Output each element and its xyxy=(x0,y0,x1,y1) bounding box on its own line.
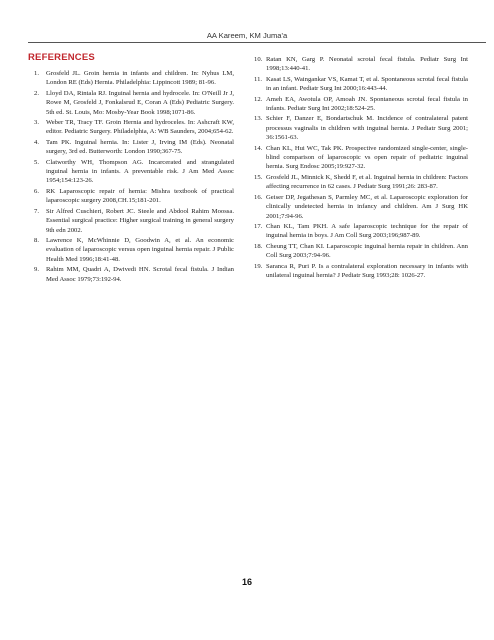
reference-text: Tam PK. Inguinal hernia. In: Lister J, Irving IM (Eds). Neonatal surgery, 3rd ed. Butterworth: London 1990;367-75. xyxy=(46,138,234,156)
reference-item xyxy=(254,144,468,172)
reference-text: Saranca R, Puri P. Is a contralateral exploration necessary in infants with unilateral inguinal hernia? J Pediatr Surg 1993;28: 1026-27. xyxy=(266,262,468,279)
reference-text: Grosfeld JL, Minnick K, Shedd F, et al. Inguinal hernia in children: Factors affecting recurrence in 62 cases. J Pediatr Surg 1991;26: 283-87. xyxy=(266,173,468,191)
reference-number: 9. xyxy=(34,266,39,274)
reference-number: 10. xyxy=(254,56,263,63)
reference-item xyxy=(34,69,234,88)
reference-number: 2. xyxy=(34,89,39,97)
reference-number: 19. xyxy=(254,262,263,270)
reference-number: 11. xyxy=(254,75,263,83)
reference-item xyxy=(254,114,468,142)
reference-item xyxy=(254,222,468,241)
reference-item xyxy=(34,207,234,235)
reference-item xyxy=(254,262,468,281)
reference-text: Ratan KN, Garg P. Neonatal scrotal fecal fistula. Pediatr Surg Int 1998;13:440-41. xyxy=(266,56,468,73)
reference-number: 18. xyxy=(254,242,263,250)
reference-text: Lloyd DA, Rintala RJ. Inguinal hernia and hydrocele. In: O'Neill Jr J, Rowe M, Grosfeld J, Fonkalsrud E, Coran A (Eds) Pediatric Surgery. 5th ed. St. Louis, Mo: Mosby-Year Book 1998;1071-86. xyxy=(46,89,234,116)
reference-text: Lawrence K, McWhinnie D, Goodwin A, et al. An economic evaluation of laparoscopic versus open inguinal hernia repair. J Public Health Med 1996;18:41-48. xyxy=(46,236,234,263)
reference-item xyxy=(34,187,234,206)
reference-item xyxy=(34,236,234,264)
references-left-column xyxy=(28,52,234,285)
running-head: AA Kareem, KM Juma'a xyxy=(206,31,288,40)
reference-text: Sir Alfred Cuschieri, Robert JC. Steele and Abdool Rahim Moossa. Essential surgical practice: Higher surgical training in general surgery 9th edn 2002. xyxy=(46,207,234,234)
reference-number: 4. xyxy=(34,138,39,146)
reference-text: Geiser DP, Jegathesan S, Parmley MC, et al. Laparoscopic exploration for clinically undetected hernia in infancy and children. Am J Surg HK 2001;7:94-96. xyxy=(266,193,468,220)
reference-text: Grosfeld JL. Groin hernia in infants and children. In: Nyhus LM, London RE (Eds) Hernia. Philadelphia: Lippincott 1989; 81-96. xyxy=(46,70,234,87)
reference-number: 6. xyxy=(34,187,39,195)
reference-number: 5. xyxy=(34,158,39,166)
reference-item xyxy=(254,95,468,114)
reference-number: 7. xyxy=(34,207,39,215)
reference-list-left xyxy=(28,69,234,284)
reference-number: 15. xyxy=(254,173,263,181)
reference-text: Kasat LS, Waingankar VS, Kamat T, et al. Spontaneous scrotal fecal fistula in an infant. Pediatr Surg Int 2000;16:443-44. xyxy=(266,75,468,93)
reference-text: Schier F, Danzer E, Bondartschuk M. Incidence of contralateral patent processus vaginalis in children with inguinal hernia. J Pediatr Surg 2001; 36:1561-63. xyxy=(266,115,468,142)
reference-item xyxy=(254,173,468,192)
reference-item xyxy=(34,265,234,284)
reference-number: 16. xyxy=(254,193,263,201)
reference-number: 12. xyxy=(254,95,263,103)
reference-item xyxy=(254,242,468,261)
reference-text: Chan KL, Hui WC, Tak PK. Prospective randomized single-center, single-blind comparison of laparoscopic vs open repair of pediatric inguinal hernia. Surg Endosc 2005;19:927-32. xyxy=(266,144,468,171)
header-rule xyxy=(28,42,486,43)
reference-item xyxy=(34,138,234,157)
reference-item xyxy=(34,158,234,186)
reference-item xyxy=(254,55,468,74)
reference-text: Cheung TT, Chan KI. Laparoscopic inguinal hernia repair in children. Ann Coll Surg 2003;7:94-96. xyxy=(266,242,468,260)
reference-number: 8. xyxy=(34,236,39,244)
reference-text: Rahim MM, Quadri A, Dwivedi HN. Scrotal fecal fistula. J Indian Med Assoc 1979;73:192-94. xyxy=(46,266,234,283)
reference-text: Ameh EA, Awotula OP, Amoah JN. Spontaneous scrotal fecal fistula in infants. Pediatr Surg Int 2002;18:524-25. xyxy=(266,95,468,113)
reference-item xyxy=(34,118,234,137)
reference-number: 14. xyxy=(254,144,263,152)
reference-number: 1. xyxy=(34,70,39,77)
page-number: 16 xyxy=(241,577,252,587)
reference-item xyxy=(254,75,468,94)
reference-text: Clatworthy WH, Thompson AG. Incarcerated and strangulated inguinal hernia in infants. A preventable risk. J Am Med Assoc 1954;154:123-26. xyxy=(46,158,234,185)
reference-text: RK Laparoscopic repair of hernia: Mishra textbook of practical laparoscopic surgery 2008,CH.15;181-201. xyxy=(46,187,234,205)
reference-item xyxy=(34,89,234,117)
references-right-column xyxy=(254,55,468,281)
reference-item xyxy=(254,193,468,221)
reference-number: 13. xyxy=(254,115,263,123)
reference-text: Chan KL, Tam PKH. A safe laparoscopic technique for the repair of inguinal hernia in boys. J Am Coll Surg 2003;196;987-89. xyxy=(266,222,468,240)
reference-list-right xyxy=(254,55,468,280)
references-heading: REFERENCES xyxy=(28,52,95,63)
reference-number: 17. xyxy=(254,222,263,230)
reference-text: Weber TR, Tracy TF. Groin Hernia and hydroceles. In: Ashcraft KW, editor. Pediatric Surgery. Philadelphia, A: WB Saunders, 2004;654-62. xyxy=(46,119,234,136)
reference-number: 3. xyxy=(34,119,39,127)
